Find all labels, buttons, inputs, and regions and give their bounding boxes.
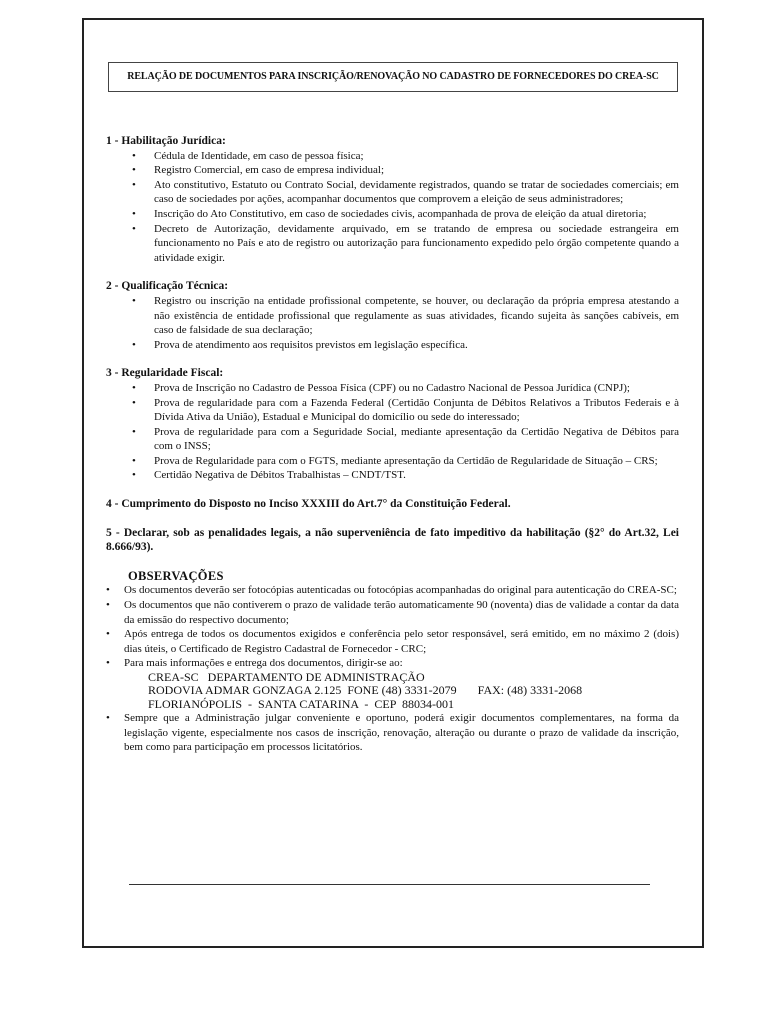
contact-line-2: RODOVIA ADMAR GONZAGA 2.125 FONE (48) 3331-2079 FAX: (48) 3331-2068 xyxy=(148,683,583,698)
section-1-title: 1 - Habilitação Jurídica: xyxy=(106,135,226,147)
section-2-list xyxy=(106,294,679,352)
list-item: • Ato constitutivo, Estatuto ou Contrato Social, devidamente registrados, quando se tratar de sociedades comerciais; em caso de sociedades por ações, acompanhar documentos que comprovem a eleição de seus administradores; xyxy=(106,178,679,207)
section-2-title: 2 - Qualificação Técnica: xyxy=(106,280,229,293)
list-item: • Certidão Negativa de Débitos Trabalhistas – CNDT/TST. xyxy=(106,468,679,483)
list-item: • Sempre que a Administração julgar conveniente e oportuno, poderá exigir documentos complementares, na forma da legislação vigente, especialmente nos casos de inscrição, renovação, alteração ou durante o prazo de validade da inscrição, bem como para participação em processos licitatórios. xyxy=(106,711,679,755)
list-item: • Prova de Regularidade para com o FGTS, mediante apresentação da Certidão de Regularidade de Situação – CRS; xyxy=(106,454,679,469)
list-item: • Registro ou inscrição na entidade profissional competente, se houver, ou declaração da própria empresa atestando a não existência de entidade profissional que regulamente as suas atividades, ficando sujeita às sanções cabíveis, em caso de falsidade de sua declaração; xyxy=(106,294,679,338)
list-item: • Registro Comercial, em caso de empresa individual; xyxy=(106,163,679,178)
list-item: • Após entrega de todos os documentos exigidos e conferência pelo setor responsável, será emitido, em no máximo 2 (dois) dias úteis, o Certificado de Registro Cadastral de Fornecedor - CRC; xyxy=(106,627,679,656)
list-item: • Inscrição do Ato Constitutivo, em caso de sociedades civis, acompanhada de prova de eleição da atual diretoria; xyxy=(106,207,679,222)
section-5: 5 - Declarar, sob as penalidades legais, a não superveniência de fato impeditivo da habilitação (§2° do Art.32, Lei 8.666/93). xyxy=(106,526,679,554)
list-item: • Decreto de Autorização, devidamente arquivado, em se tratando de empresa ou sociedade estrangeira em funcionamento no País e ato de registro ou autorização para funcionamento expedido pelo órgão competente quando a atividade exigir. xyxy=(106,222,679,266)
list-item: • Prova de atendimento aos requisitos previstos em legislação específica. xyxy=(106,338,679,353)
list-item: • Os documentos deverão ser fotocópias autenticadas ou fotocópias acompanhadas do original para autenticação do CREA-SC; xyxy=(106,583,679,598)
observations-list xyxy=(106,583,679,671)
bottom-divider xyxy=(129,884,650,885)
observations-list-end xyxy=(106,711,679,755)
list-item: • Prova de regularidade para com a Fazenda Federal (Certidão Conjunta de Débitos Relativos a Tributos Federais e à Dívida Ativa da União), Estadual e Municipal do domicílio ou sede do interessado; xyxy=(106,396,679,425)
document-title: RELAÇÃO DE DOCUMENTOS PARA INSCRIÇÃO/RENOVAÇÃO NO CADASTRO DE FORNECEDORES DO CREA-SC xyxy=(108,62,678,92)
section-3-title: 3 - Regularidade Fiscal: xyxy=(106,367,224,380)
contact-line-3: FLORIANÓPOLIS - SANTA CATARINA - CEP 88034-001 xyxy=(148,696,454,711)
contact-line-1: CREA-SC DEPARTAMENTO DE ADMINISTRAÇÃO xyxy=(148,670,425,684)
document-body xyxy=(106,134,679,755)
list-item: • Os documentos que não contiverem o prazo de validade terão automaticamente 90 (noventa) dias de validade a contar da data da emissão do respectivo documento; xyxy=(106,598,679,627)
list-item: • Cédula de Identidade, em caso de pessoa física; xyxy=(106,149,679,164)
section-1-list xyxy=(106,149,679,266)
list-item: • Prova de Inscrição no Cadastro de Pessoa Física (CPF) ou no Cadastro Nacional de Pessoa Jurídica (CNPJ); xyxy=(106,381,679,396)
section-3-list xyxy=(106,381,679,483)
list-item: • Para mais informações e entrega dos documentos, dirigir-se ao: xyxy=(106,656,679,671)
observations-title: OBSERVAÇÕES xyxy=(128,568,224,583)
list-item: • Prova de regularidade para com a Seguridade Social, mediante apresentação da Certidão Negativa de Débitos para com o INSS; xyxy=(106,425,679,454)
section-4: 4 - Cumprimento do Disposto no Inciso XXXIII do Art.7° da Constituição Federal. xyxy=(106,498,511,511)
